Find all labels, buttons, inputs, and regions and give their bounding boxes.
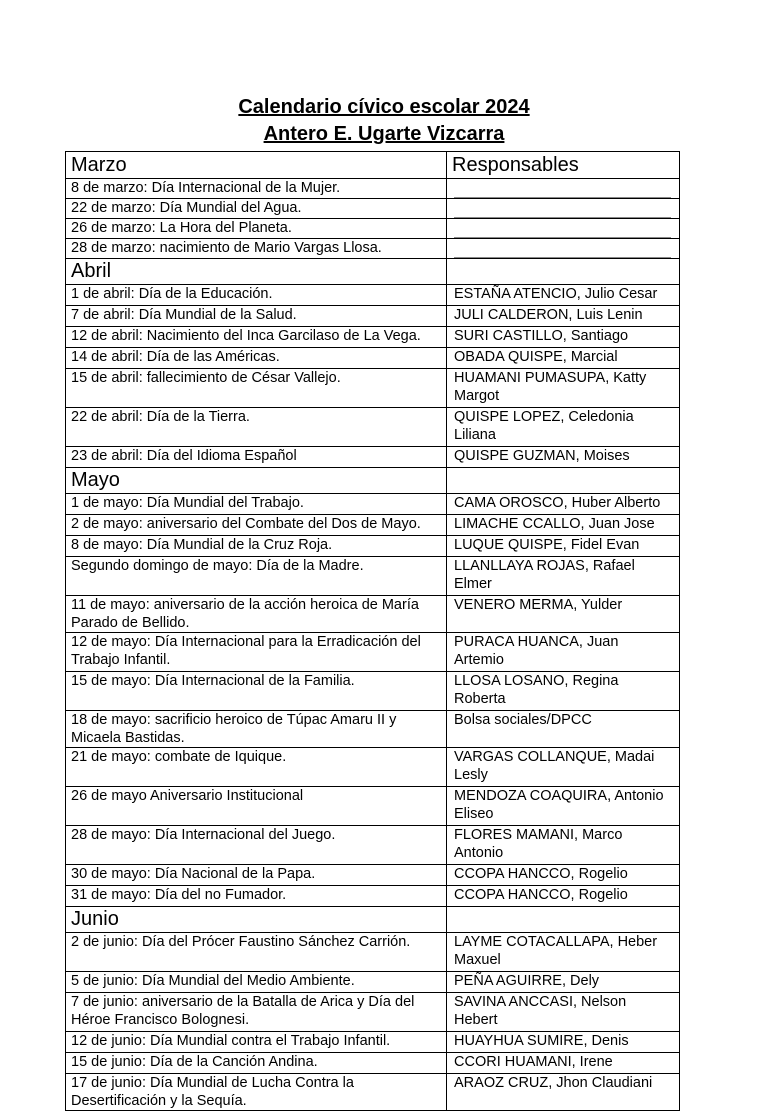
event-text: 12 de junio: Día Mundial contra el Trabajo Infantil. [66, 1032, 447, 1053]
responsible-cell [447, 179, 680, 199]
responsible-header: Responsables [447, 152, 680, 179]
event-text: 26 de marzo: La Hora del Planeta. [66, 219, 447, 239]
event-row [66, 972, 680, 993]
event-row [66, 369, 680, 408]
event-row [66, 1032, 680, 1053]
month-name: Abril [66, 259, 447, 285]
responsible-cell [447, 1074, 680, 1111]
responsible-name: LLOSA LOSANO, Regina Roberta [454, 673, 619, 707]
event-row [66, 285, 680, 306]
event-text: 5 de junio: Día Mundial del Medio Ambiente. [66, 972, 447, 993]
responsible-cell [447, 285, 680, 306]
responsible-name [454, 242, 671, 258]
document-title: Calendario cívico escolar 2024 [238, 96, 530, 118]
event-text: 17 de junio: Día Mundial de Lucha Contra la Desertificación y la Sequía. [66, 1074, 447, 1111]
event-row [66, 865, 680, 886]
responsible-cell [447, 408, 680, 447]
event-row [66, 1053, 680, 1074]
responsible-cell [447, 633, 680, 672]
month-responsible-empty [447, 468, 680, 494]
event-row [66, 306, 680, 327]
responsible-name: OBADA QUISPE, Marcial [454, 349, 618, 365]
event-row [66, 633, 680, 672]
responsible-cell [447, 515, 680, 536]
event-text: Segundo domingo de mayo: Día de la Madre. [66, 557, 447, 596]
event-row [66, 596, 680, 633]
responsible-cell [447, 886, 680, 907]
responsible-cell [447, 748, 680, 787]
event-text: 7 de abril: Día Mundial de la Salud. [66, 306, 447, 327]
month-name: Junio [66, 907, 447, 933]
event-text: 15 de junio: Día de la Canción Andina. [66, 1053, 447, 1074]
responsible-name: HUAYHUA SUMIRE, Denis [454, 1033, 629, 1049]
responsible-cell [447, 972, 680, 993]
event-row [66, 1074, 680, 1111]
event-text: 1 de mayo: Día Mundial del Trabajo. [66, 494, 447, 515]
event-row [66, 557, 680, 596]
responsible-name: CCOPA HANCCO, Rogelio [454, 866, 628, 882]
event-text: 15 de abril: fallecimiento de César Vallejo. [66, 369, 447, 408]
responsible-name: Bolsa sociales/DPCC [454, 712, 592, 728]
responsible-name: LLANLLAYA ROJAS, Rafael Elmer [454, 558, 635, 592]
event-row [66, 447, 680, 468]
month-responsible-empty [447, 907, 680, 933]
responsible-name: ESTAÑA ATENCIO, Julio Cesar [454, 286, 658, 302]
event-text: 21 de mayo: combate de Iquique. [66, 748, 447, 787]
table-header-row [66, 152, 680, 179]
responsible-cell [447, 199, 680, 219]
event-text: 18 de mayo: sacrificio heroico de Túpac Amaru II y Micaela Bastidas. [66, 711, 447, 748]
event-row [66, 826, 680, 865]
responsible-name: CAMA OROSCO, Huber Alberto [454, 495, 661, 511]
responsible-cell [447, 711, 680, 748]
responsible-name [454, 182, 671, 198]
responsible-cell [447, 369, 680, 408]
responsible-cell [447, 1032, 680, 1053]
responsible-name: VARGAS COLLANQUE, Madai Lesly [454, 749, 655, 783]
responsible-name: JULI CALDERON, Luis Lenin [454, 307, 643, 323]
responsible-cell [447, 327, 680, 348]
responsible-name: MENDOZA COAQUIRA, Antonio Eliseo [454, 788, 664, 822]
responsible-name: CCOPA HANCCO, Rogelio [454, 887, 628, 903]
responsible-cell [447, 494, 680, 515]
responsible-name [454, 202, 671, 218]
responsible-cell [447, 219, 680, 239]
responsible-name: VENERO MERMA, Yulder [454, 597, 623, 613]
event-row [66, 515, 680, 536]
responsible-cell [447, 826, 680, 865]
event-text: 2 de junio: Día del Prócer Faustino Sánchez Carrión. [66, 933, 447, 972]
event-text: 28 de marzo: nacimiento de Mario Vargas Llosa. [66, 239, 447, 259]
event-row [66, 199, 680, 219]
responsible-name: LIMACHE CCALLO, Juan Jose [454, 516, 655, 532]
month-responsible-empty [447, 259, 680, 285]
event-text: 22 de abril: Día de la Tierra. [66, 408, 447, 447]
event-row [66, 993, 680, 1032]
event-text: 14 de abril: Día de las Américas. [66, 348, 447, 369]
event-row [66, 748, 680, 787]
month-row [66, 259, 680, 285]
month-header-marzo: Marzo [66, 152, 447, 179]
responsible-name: CCORI HUAMANI, Irene [454, 1054, 613, 1070]
event-text: 11 de mayo: aniversario de la acción heroica de María Parado de Bellido. [66, 596, 447, 633]
event-text: 15 de mayo: Día Internacional de la Familia. [66, 672, 447, 711]
responsible-name: FLORES MAMANI, Marco Antonio [454, 827, 623, 861]
event-text: 8 de marzo: Día Internacional de la Mujer. [66, 179, 447, 199]
event-text: 31 de mayo: Día del no Fumador. [66, 886, 447, 907]
event-row [66, 886, 680, 907]
responsible-cell [447, 1053, 680, 1074]
month-name: Mayo [66, 468, 447, 494]
responsible-cell [447, 447, 680, 468]
month-row [66, 468, 680, 494]
document-header [0, 94, 768, 148]
responsible-cell [447, 865, 680, 886]
event-text: 26 de mayo Aniversario Institucional [66, 787, 447, 826]
event-row [66, 239, 680, 259]
event-row [66, 536, 680, 557]
responsible-name: HUAMANI PUMASUPA, Katty Margot [454, 370, 647, 404]
responsible-name: PURACA HUANCA, Juan Artemio [454, 634, 619, 668]
event-row [66, 327, 680, 348]
month-row [66, 907, 680, 933]
responsible-name [454, 222, 671, 238]
calendar-table-body [66, 152, 680, 1111]
responsible-cell [447, 536, 680, 557]
event-row [66, 219, 680, 239]
responsible-cell [447, 933, 680, 972]
responsible-cell [447, 672, 680, 711]
event-text: 1 de abril: Día de la Educación. [66, 285, 447, 306]
event-row [66, 494, 680, 515]
event-row [66, 933, 680, 972]
civic-calendar-table [65, 151, 680, 1111]
responsible-name: LUQUE QUISPE, Fidel Evan [454, 537, 640, 553]
responsible-cell [447, 239, 680, 259]
responsible-cell [447, 993, 680, 1032]
responsible-name: QUISPE LOPEZ, Celedonia Liliana [454, 409, 634, 443]
responsible-name: QUISPE GUZMAN, Moises [454, 448, 630, 464]
event-text: 12 de abril: Nacimiento del Inca Garcilaso de La Vega. [66, 327, 447, 348]
event-row [66, 408, 680, 447]
responsible-cell [447, 306, 680, 327]
responsible-name: LAYME COTACALLAPA, Heber Maxuel [454, 934, 658, 968]
event-row [66, 672, 680, 711]
responsible-cell [447, 596, 680, 633]
responsible-name: SAVINA ANCCASI, Nelson Hebert [454, 994, 627, 1028]
event-row [66, 787, 680, 826]
event-row [66, 711, 680, 748]
event-row [66, 348, 680, 369]
event-text: 22 de marzo: Día Mundial del Agua. [66, 199, 447, 219]
event-text: 2 de mayo: aniversario del Combate del Dos de Mayo. [66, 515, 447, 536]
responsible-cell [447, 787, 680, 826]
responsible-name: ARAOZ CRUZ, Jhon Claudiani [454, 1075, 653, 1091]
responsible-name: PEÑA AGUIRRE, Dely [454, 973, 600, 989]
event-text: 23 de abril: Día del Idioma Español [66, 447, 447, 468]
event-row [66, 179, 680, 199]
event-text: 7 de junio: aniversario de la Batalla de Arica y Día del Héroe Francisco Bolognesi. [66, 993, 447, 1032]
event-text: 8 de mayo: Día Mundial de la Cruz Roja. [66, 536, 447, 557]
responsible-cell [447, 348, 680, 369]
responsible-cell [447, 557, 680, 596]
event-text: 12 de mayo: Día Internacional para la Erradicación del Trabajo Infantil. [66, 633, 447, 672]
event-text: 28 de mayo: Día Internacional del Juego. [66, 826, 447, 865]
responsible-name: SURI CASTILLO, Santiago [454, 328, 629, 344]
event-text: 30 de mayo: Día Nacional de la Papa. [66, 865, 447, 886]
document-subtitle: Antero E. Ugarte Vizcarra [263, 123, 505, 145]
